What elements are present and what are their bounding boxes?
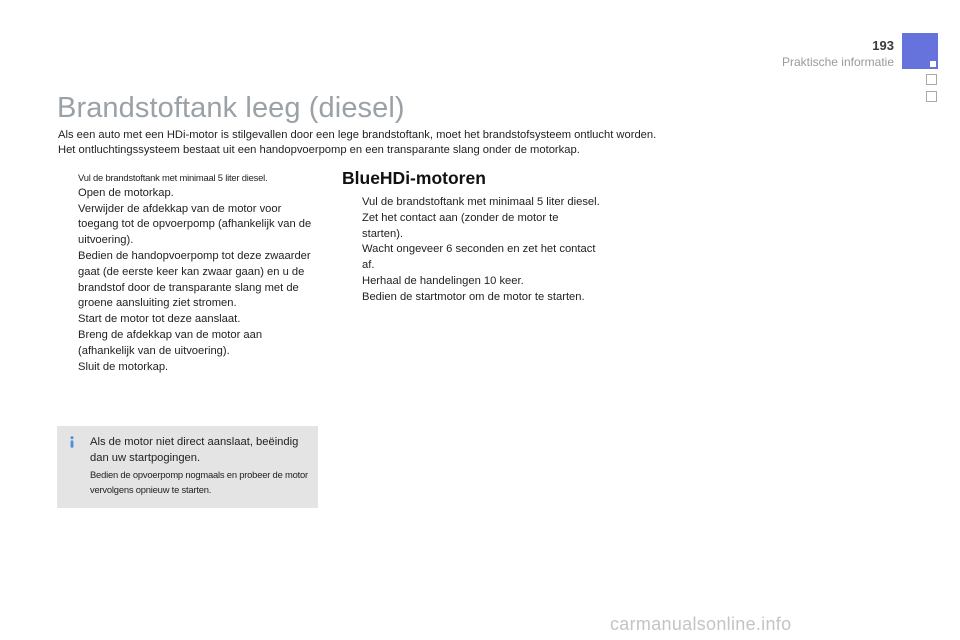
section-tab-active[interactable]	[902, 33, 938, 69]
tab-dot	[930, 61, 936, 67]
list-item: Herhaal de handelingen 10 keer.	[362, 274, 524, 287]
list-item: Open de motorkap.	[78, 186, 174, 199]
info-icon	[66, 436, 78, 448]
list-item: Sluit de motorkap.	[78, 360, 169, 373]
intro-line-1: Als een auto met een HDi-motor is stilgevallen door een lege brandstoftank, moet het brandstofsysteem ontlucht worden.	[58, 129, 657, 141]
list-item: Zet het contact aan (zonder de motor te starten).	[362, 211, 559, 240]
section-heading: BlueHDi-motoren	[342, 168, 486, 188]
left-step-list	[58, 170, 320, 375]
list-item: Start de motor tot deze aanslaat.	[78, 313, 241, 326]
list-item: Bedien de startmotor om de motor te starten.	[362, 290, 585, 303]
note-subtext: Bedien de opvoerpomp nogmaals en probeer de motor vervolgens opnieuw te starten.	[90, 469, 308, 495]
watermark: carmanualsonline.info	[610, 614, 792, 634]
list-item: Bedien de handopvoerpomp tot deze zwaarder gaat (de eerste keer kan zwaar gaan) en u de brandstof door de transparante slang met de groene aansluiting ziet stromen.	[78, 249, 311, 310]
list-item: Breng de afdekkap van de motor aan (afhankelijk van de uitvoering).	[78, 328, 263, 357]
info-note	[57, 426, 318, 508]
page-number: 193	[872, 38, 894, 53]
intro-line-2: Het ontluchtingssysteem bestaat uit een handopvoerpomp en een transparante slang onder de motorkap.	[58, 144, 580, 156]
section-label: Praktische informatie	[781, 55, 894, 69]
list-item: Wacht ongeveer 6 seconden en zet het contact af.	[362, 243, 596, 272]
list-item: Vul de brandstoftank met minimaal 5 liter diesel.	[362, 196, 600, 208]
note-text: Als de motor niet direct aanslaat, beëindig dan uw startpogingen.	[90, 436, 299, 464]
section-tab-2[interactable]	[926, 74, 937, 85]
list-item: Vul de brandstoftank met minimaal 5 liter diesel.	[78, 172, 268, 183]
page-title: Brandstoftank leeg (diesel)	[57, 92, 405, 124]
list-item: Verwijder de afdekkap van de motor voor toegang tot de opvoerpomp (afhankelijk van de uitvoering).	[78, 202, 312, 247]
right-step-list	[342, 195, 600, 306]
intro-text	[58, 128, 778, 158]
section-tab-3[interactable]	[926, 91, 937, 102]
